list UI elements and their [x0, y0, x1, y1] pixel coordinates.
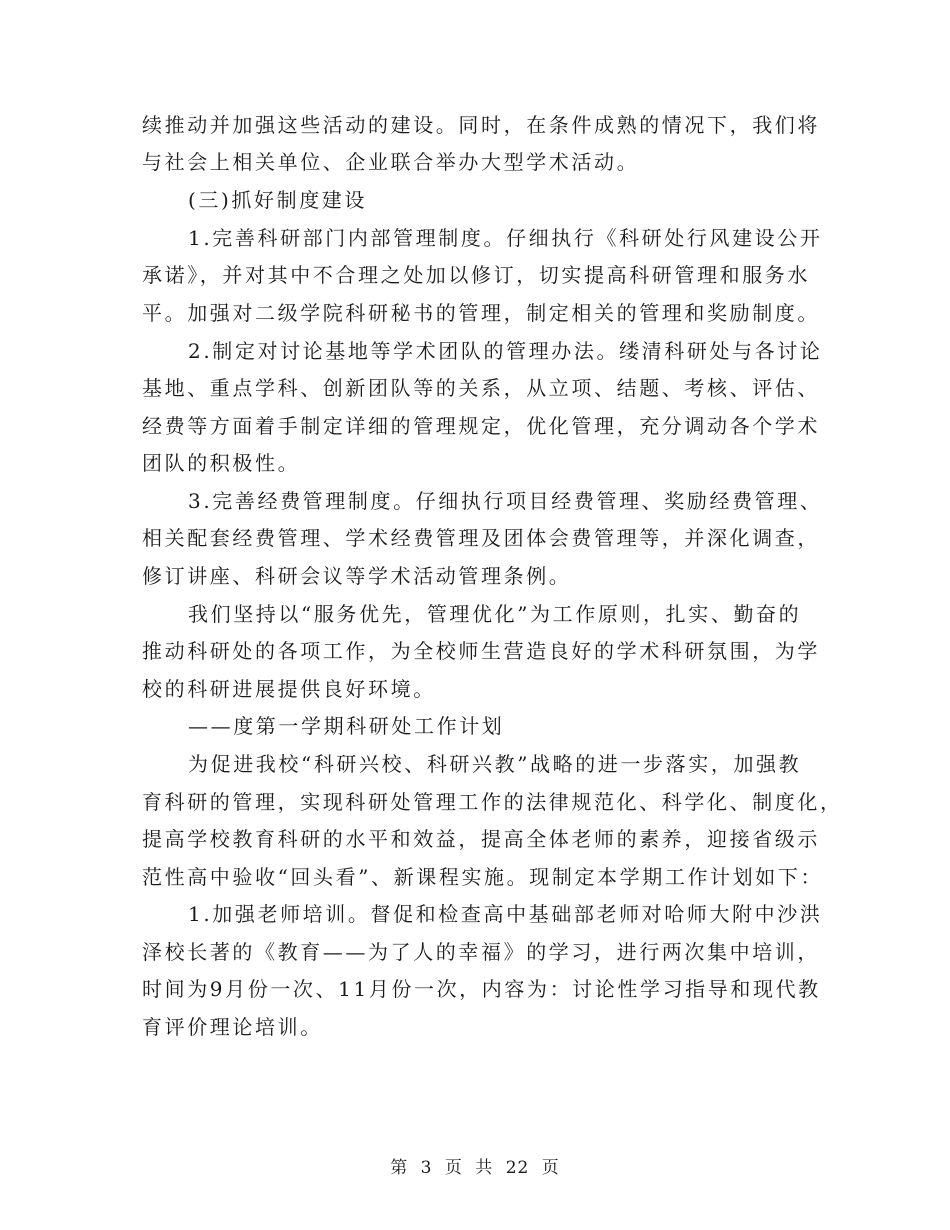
text-line: 2.制定对讨论基地等学术团队的管理办法。缕清科研处与各讨论: [188, 339, 823, 363]
page-number-footer: 第 3 页 共 22 页: [390, 1158, 560, 1178]
section-title: ——度第一学期科研处工作计划: [188, 714, 505, 738]
text-line: 经费等方面着手制定详细的管理规定，优化管理，充分调动各个学术: [142, 414, 820, 438]
text-line: 育评价理论培训。: [142, 1015, 323, 1039]
text-line: 续推动并加强这些活动的建设。同时，在条件成熟的情况下，我们将: [142, 113, 820, 137]
text-line: 3.完善经费管理制度。仔细执行项目经费管理、奖励经费管理、: [188, 489, 823, 513]
text-line: 相关配套经费管理、学术经费管理及团体会费管理等，并深化调查，: [142, 526, 820, 550]
section-heading: (三)抓好制度建设: [188, 188, 368, 212]
text-line: 范性高中验收“回头看”、新课程实施。现制定本学期工作计划如下：: [142, 865, 824, 889]
text-line: 1.完善科研部门内部管理制度。仔细执行《科研处行风建设公开: [188, 226, 823, 250]
text-line: 提高学校教育科研的水平和效益，提高全体老师的素养，迎接省级示: [142, 827, 820, 851]
text-line: 1.加强老师培训。督促和检查高中基础部老师对哈师大附中沙洪: [188, 902, 823, 926]
text-line: 基地、重点学科、创新团队等的关系，从立项、结题、考核、评估、: [142, 376, 820, 400]
text-line: 我们坚持以“服务优先，管理优化”为工作原则，扎实、勤奋的: [188, 602, 802, 626]
text-line: 与社会上相关单位、企业联合举办大型学术活动。: [142, 150, 640, 174]
text-line: 推动科研处的各项工作，为全校师生营造良好的学术科研氛围，为学: [142, 639, 820, 663]
text-line: 团队的积极性。: [142, 451, 301, 475]
text-line: 修订讲座、科研会议等学术活动管理条例。: [142, 564, 572, 588]
text-line: 承诺》，并对其中不合理之处加以修订，切实提高科研管理和服务水: [142, 263, 810, 287]
text-line: 为促进我校“科研兴校、科研兴教”战略的进一步落实，加强教: [188, 752, 802, 776]
text-line: 平。加强对二级学院科研秘书的管理，制定相关的管理和奖励制度。: [142, 301, 820, 325]
text-line: 泽校长著的《教育——为了人的幸福》的学习，进行两次集中培训，: [142, 940, 820, 964]
text-line: 时间为9月份一次、11月份一次，内容为：讨论性学习指导和现代教: [142, 977, 821, 1001]
text-line: 育科研的管理，实现科研处管理工作的法律规范化、科学化、制度化，: [142, 790, 843, 814]
text-line: 校的科研进展提供良好环境。: [142, 677, 436, 701]
